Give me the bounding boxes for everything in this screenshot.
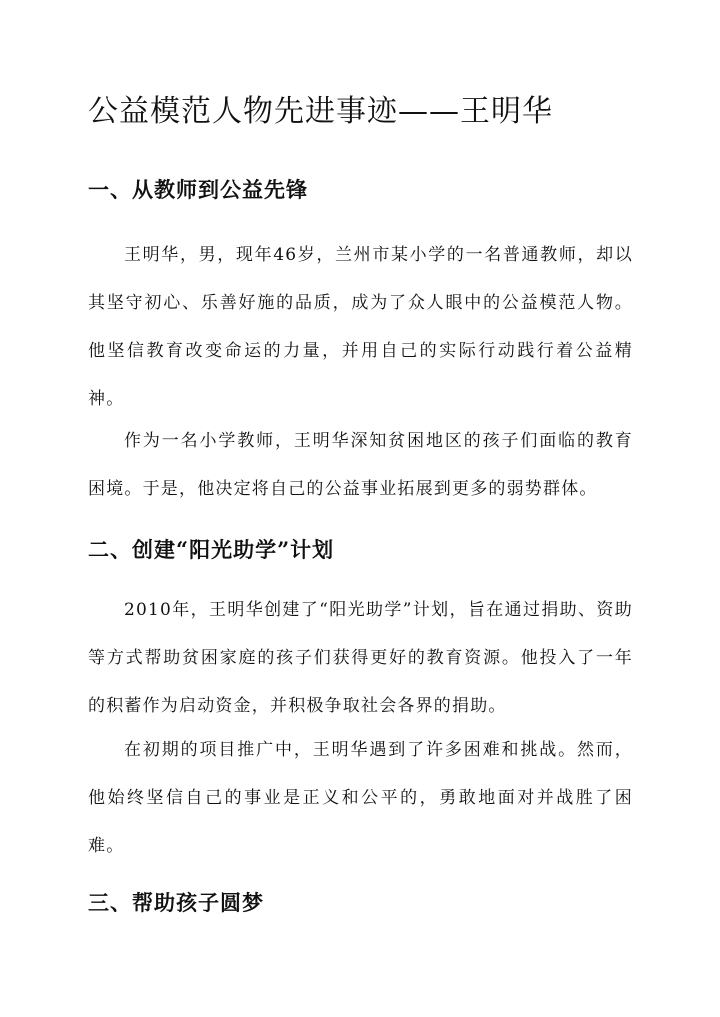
section-2-paragraph-1: 2010年，王明华创建了“阳光助学”计划，旨在通过捐助、资助等方式帮助贫困家庭的孩子们获得更好的教育资源。他投入了一年的积蓄作为启动资金，并积极争取社会各界的捐助。 xyxy=(88,600,633,716)
section-heading-2: 二、创建“阳光助学”计划 xyxy=(88,537,335,562)
section-heading-1: 一、从教师到公益先锋 xyxy=(88,177,308,202)
section-1-paragraph-1: 王明华，男，现年46岁，兰州市某小学的一名普通教师，却以其坚守初心、乐善好施的品质，成为了众人眼中的公益模范人物。他坚信教育改变命运的力量，并用自己的实际行动践行着公益精神。 xyxy=(88,245,633,409)
section-heading-3: 三、帮助孩子圆梦 xyxy=(88,890,264,915)
section-2-paragraph-2: 在初期的项目推广中，王明华遇到了许多困难和挑战。然而，他始终坚信自己的事业是正义和公平的，勇敢地面对并战胜了困难。 xyxy=(88,740,633,856)
section-1-paragraph-2: 作为一名小学教师，王明华深知贫困地区的孩子们面临的教育困境。于是，他决定将自己的公益事业拓展到更多的弱势群体。 xyxy=(88,431,633,499)
document-title: 公益模范人物先进事迹——王明华 xyxy=(88,94,553,129)
